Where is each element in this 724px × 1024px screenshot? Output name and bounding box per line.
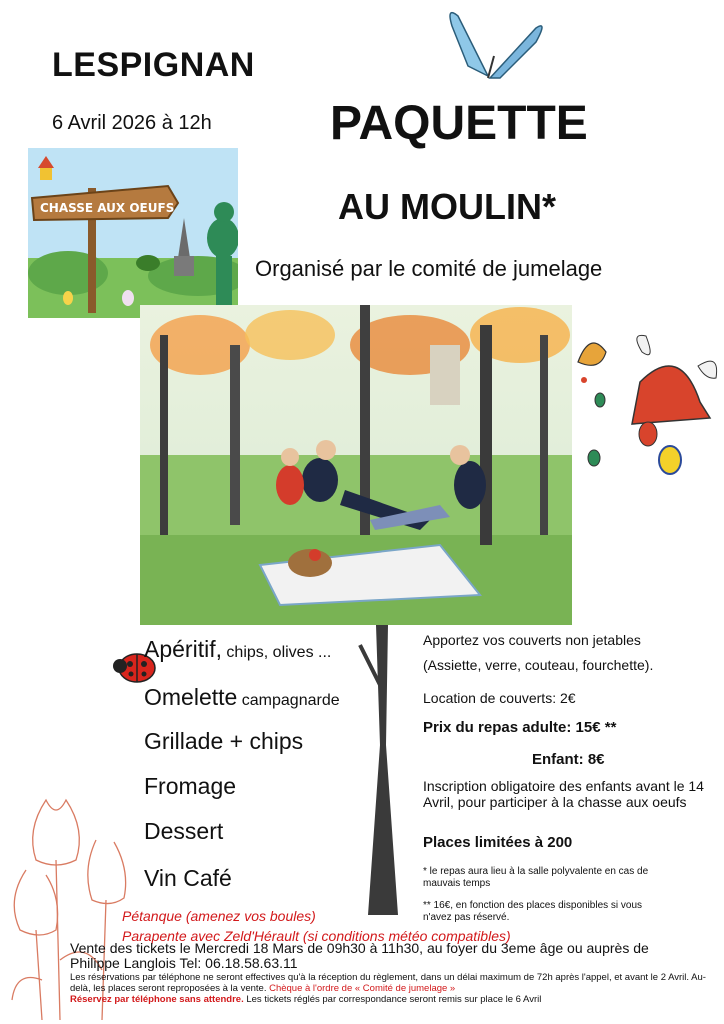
- butterfly-icon: [438, 6, 548, 86]
- paragliding-text: Parapente avec Zeld'Hérault (si conditions météo compatibles): [122, 928, 511, 944]
- menu-item-aperitif: Apéritif, chips, olives ...: [144, 636, 332, 662]
- event-subtitle: AU MOULIN*: [338, 186, 556, 227]
- fineprint-reservations: Les réservations par téléphone ne seront effectives qu'à la réception du règlement, dans un délai maximum de 72h après l'appel, et avant le 2 Avril. Au-delà, les places seront reproposées à la vente.: [70, 972, 706, 994]
- menu-item-vin-cafe: Vin Café: [144, 865, 232, 891]
- menu-item-dessert: Dessert: [144, 818, 224, 844]
- event-title: PAQUETTE: [330, 97, 588, 150]
- petanque-text: Pétanque (amenez vos boules): [122, 908, 316, 924]
- easter-bells-image: [560, 322, 720, 480]
- bring-cutlery-text: Apportez vos couverts non jetables: [423, 632, 641, 648]
- sign-text: CHASSE AUX OEUFS: [40, 201, 175, 215]
- fineprint-cheque: Chèque à l'ordre de « Comité de jumelage »: [269, 983, 456, 994]
- fineprint: [70, 972, 720, 1005]
- cutlery-rental-text: Location de couverts: 2€: [423, 690, 576, 706]
- menu-item-grillade: Grillade + chips: [144, 728, 304, 754]
- places-limit: Places limitées à 200: [423, 834, 573, 851]
- registration-text: Inscription obligatoire des enfants avant le 14 Avril, pour participer à la chasse aux oeufs: [423, 778, 704, 810]
- organiser-line: Organisé par le comité de jumelage: [255, 256, 603, 281]
- menu-item-fromage: Fromage: [144, 773, 237, 799]
- egg-hunt-image: [28, 148, 238, 318]
- ticket-sales-text: Vente des tickets le Mercredi 18 Mars de 09h30 à 11h30, au foyer du 3eme âge ou auprès de Philippe Langlois Tel: 06.18.58.63.11: [70, 940, 649, 971]
- event-date: 6 Avril 2026 à 12h: [52, 112, 212, 134]
- town-name: LESPIGNAN: [52, 46, 255, 84]
- footnote-weather: * le repas aura lieu à la salle polyvalente en cas de mauvais temps: [423, 866, 649, 889]
- footnote-price: ** 16€, en fonction des places disponibles si vous n'avez pas réservé.: [423, 900, 643, 923]
- tree-trunk-image: [358, 625, 408, 915]
- fineprint-call-now: Réservez par téléphone sans attendre.: [70, 994, 244, 1005]
- adult-price: Prix du repas adulte: 15€ **: [423, 719, 617, 736]
- fineprint-mail-tickets: Les tickets réglés par correspondance seront remis sur place le 6 Avril: [243, 994, 542, 1005]
- menu-item-omelette: Omelette campagnarde: [144, 684, 340, 710]
- child-price: Enfant: 8€: [532, 751, 605, 768]
- cutlery-list-text: (Assiette, verre, couteau, fourchette).: [423, 657, 654, 673]
- picnic-illustration: [140, 305, 572, 625]
